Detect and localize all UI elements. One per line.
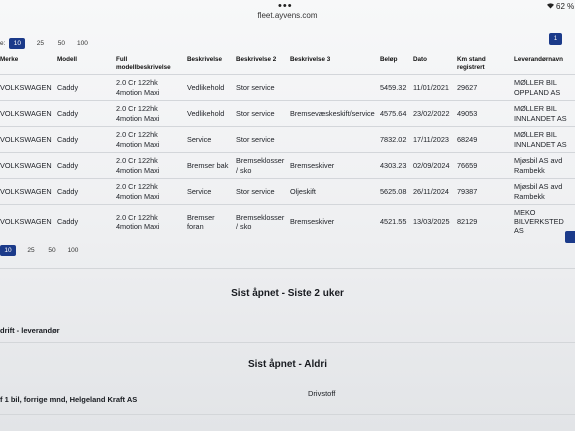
- cell-dato: 13/03/2025: [411, 205, 455, 239]
- page-size-10[interactable]: 10: [0, 245, 16, 256]
- table-row[interactable]: [0, 75, 575, 101]
- cell-dato: 17/11/2023: [411, 127, 455, 153]
- page-size-10[interactable]: 10: [9, 38, 25, 49]
- cell-beskrivelse-3: [288, 127, 378, 153]
- table-row[interactable]: [0, 205, 575, 239]
- page-button-bottom[interactable]: [565, 231, 575, 243]
- cell-merke: VOLKSWAGEN: [0, 127, 55, 153]
- cell-km-stand: 29627: [455, 75, 512, 101]
- battery-level: 62 %: [556, 2, 575, 11]
- table-row[interactable]: [0, 179, 575, 205]
- page-size-25[interactable]: 25: [36, 40, 45, 47]
- cell-leverandornavn: MØLLER BIL OPPLAND AS: [512, 75, 575, 101]
- cell-merke: VOLKSWAGEN: [0, 75, 55, 101]
- cell-km-stand: 68249: [455, 127, 512, 153]
- cell-belop: 5459.32: [378, 75, 411, 101]
- cell-belop: 5625.08: [378, 179, 411, 205]
- cell-full-modellbeskrivelse: 2.0 Cr 122hk 4motion Maxi: [114, 75, 185, 101]
- cell-dato: 02/09/2024: [411, 153, 455, 179]
- wifi-icon: [546, 2, 555, 11]
- cell-belop: 4521.55: [378, 205, 411, 239]
- col-header-modell[interactable]: Modell: [57, 56, 77, 63]
- table-row[interactable]: [0, 127, 575, 153]
- col-header-beskrivelse[interactable]: Beskrivelse: [187, 56, 223, 63]
- cell-leverandornavn: MØLLER BIL INNLANDET AS: [512, 127, 575, 153]
- cell-leverandornavn: MØLLER BIL INNLANDET AS: [512, 101, 575, 127]
- cell-belop: 7832.02: [378, 127, 411, 153]
- cell-modell: Caddy: [55, 75, 114, 101]
- cell-leverandornavn: Mjøsbil AS avd Rambekk: [512, 153, 575, 179]
- divider: [0, 342, 575, 343]
- cell-full-modellbeskrivelse: 2.0 Cr 122hk 4motion Maxi: [114, 153, 185, 179]
- recent-report-link[interactable]: drift - leverandør: [0, 326, 60, 335]
- cell-beskrivelse: Service: [185, 179, 234, 205]
- cell-beskrivelse-3: Bremsevæskeskift/service: [288, 101, 378, 127]
- cell-modell: Caddy: [55, 179, 114, 205]
- col-header-beskrivelse-3[interactable]: Beskrivelse 3: [290, 56, 331, 63]
- cell-km-stand: 82129: [455, 205, 512, 239]
- cell-leverandornavn: Mjøsbil AS avd Rambekk: [512, 179, 575, 205]
- never-opened-report-link[interactable]: f 1 bil, forrige mnd, Helgeland Kraft AS: [0, 395, 138, 404]
- col-header-full-modellbeskrivelse[interactable]: Full modellbeskrivelse: [116, 56, 171, 71]
- cell-beskrivelse: Vedlikehold: [185, 101, 234, 127]
- cell-beskrivelse: Bremser bak: [185, 153, 234, 179]
- cell-modell: Caddy: [55, 101, 114, 127]
- cell-km-stand: 76659: [455, 153, 512, 179]
- cell-beskrivelse-2: Stor service: [234, 101, 288, 127]
- table-row[interactable]: [0, 101, 575, 127]
- page-size-selector-top: [0, 38, 88, 49]
- cell-merke: VOLKSWAGEN: [0, 101, 55, 127]
- cell-beskrivelse-3: Oljeskift: [288, 179, 378, 205]
- browser-status-bar: [0, 0, 575, 22]
- cell-beskrivelse-2: Stor service: [234, 179, 288, 205]
- cell-full-modellbeskrivelse: 2.0 Cr 122hk 4motion Maxi: [114, 127, 185, 153]
- col-header-belop[interactable]: Beløp: [380, 56, 398, 63]
- page-size-100[interactable]: 100: [67, 247, 79, 254]
- cell-modell: Caddy: [55, 205, 114, 239]
- col-header-beskrivelse-2[interactable]: Beskrivelse 2: [236, 56, 277, 63]
- cell-belop: 4303.23: [378, 153, 411, 179]
- col-header-leverandornavn[interactable]: Leverandørnavn: [514, 56, 563, 63]
- cell-beskrivelse-3: [288, 75, 378, 101]
- col-header-merke[interactable]: Merke: [0, 56, 19, 63]
- cell-leverandornavn: MEKO BILVERKSTED AS: [512, 205, 575, 239]
- cell-modell: Caddy: [55, 153, 114, 179]
- cell-full-modellbeskrivelse: 2.0 Cr 122hk 4motion Maxi: [114, 101, 185, 127]
- cell-merke: VOLKSWAGEN: [0, 205, 55, 239]
- cell-full-modellbeskrivelse: 2.0 Cr 122hk 4motion Maxi: [114, 205, 185, 239]
- cell-full-modellbeskrivelse: 2.0 Cr 122hk 4motion Maxi: [114, 179, 185, 205]
- cell-merke: VOLKSWAGEN: [0, 153, 55, 179]
- cell-beskrivelse: Bremser foran: [185, 205, 234, 239]
- cell-dato: 23/02/2022: [411, 101, 455, 127]
- cell-modell: Caddy: [55, 127, 114, 153]
- cell-belop: 4575.64: [378, 101, 411, 127]
- col-header-dato[interactable]: Dato: [413, 56, 427, 63]
- col-header-km-stand[interactable]: Km stand registrert: [457, 56, 486, 71]
- table-row[interactable]: [0, 153, 575, 179]
- page-size-25[interactable]: 25: [27, 247, 35, 254]
- page-1-button[interactable]: 1: [549, 33, 562, 45]
- cell-dato: 11/01/2021: [411, 75, 455, 101]
- cell-km-stand: 49053: [455, 101, 512, 127]
- table-header-row: [0, 52, 575, 75]
- cell-beskrivelse-3: Bremseskiver: [288, 205, 378, 239]
- never-opened-title: Sist åpnet - Aldri: [247, 359, 328, 370]
- divider: [0, 414, 575, 415]
- page-size-selector-bottom: [0, 245, 79, 256]
- maintenance-table: [0, 52, 575, 238]
- cell-beskrivelse-2: Bremseklosser / sko: [234, 153, 288, 179]
- page-size-100[interactable]: 100: [76, 40, 88, 47]
- cell-merke: VOLKSWAGEN: [0, 179, 55, 205]
- never-opened-report-category: Drivstoff: [308, 389, 336, 398]
- address-bar-url[interactable]: fleet.ayvens.com: [257, 11, 318, 20]
- page-size-label: e:: [0, 40, 6, 47]
- cell-km-stand: 79387: [455, 179, 512, 205]
- cell-beskrivelse-2: Stor service: [234, 75, 288, 101]
- recent-2-weeks-title: Sist åpnet - Siste 2 uker: [231, 288, 344, 299]
- cell-beskrivelse-3: Bremseskiver: [288, 153, 378, 179]
- divider: [0, 268, 575, 269]
- page-size-50[interactable]: 50: [48, 247, 56, 254]
- cell-beskrivelse-2: Stor service: [234, 127, 288, 153]
- cell-beskrivelse-2: Bremseklosser / sko: [234, 205, 288, 239]
- cell-beskrivelse: Service: [185, 127, 234, 153]
- page-size-50[interactable]: 50: [57, 40, 66, 47]
- cell-beskrivelse: Vedlikehold: [185, 75, 234, 101]
- browser-menu-dots-icon[interactable]: •••: [278, 0, 293, 12]
- cell-dato: 26/11/2024: [411, 179, 455, 205]
